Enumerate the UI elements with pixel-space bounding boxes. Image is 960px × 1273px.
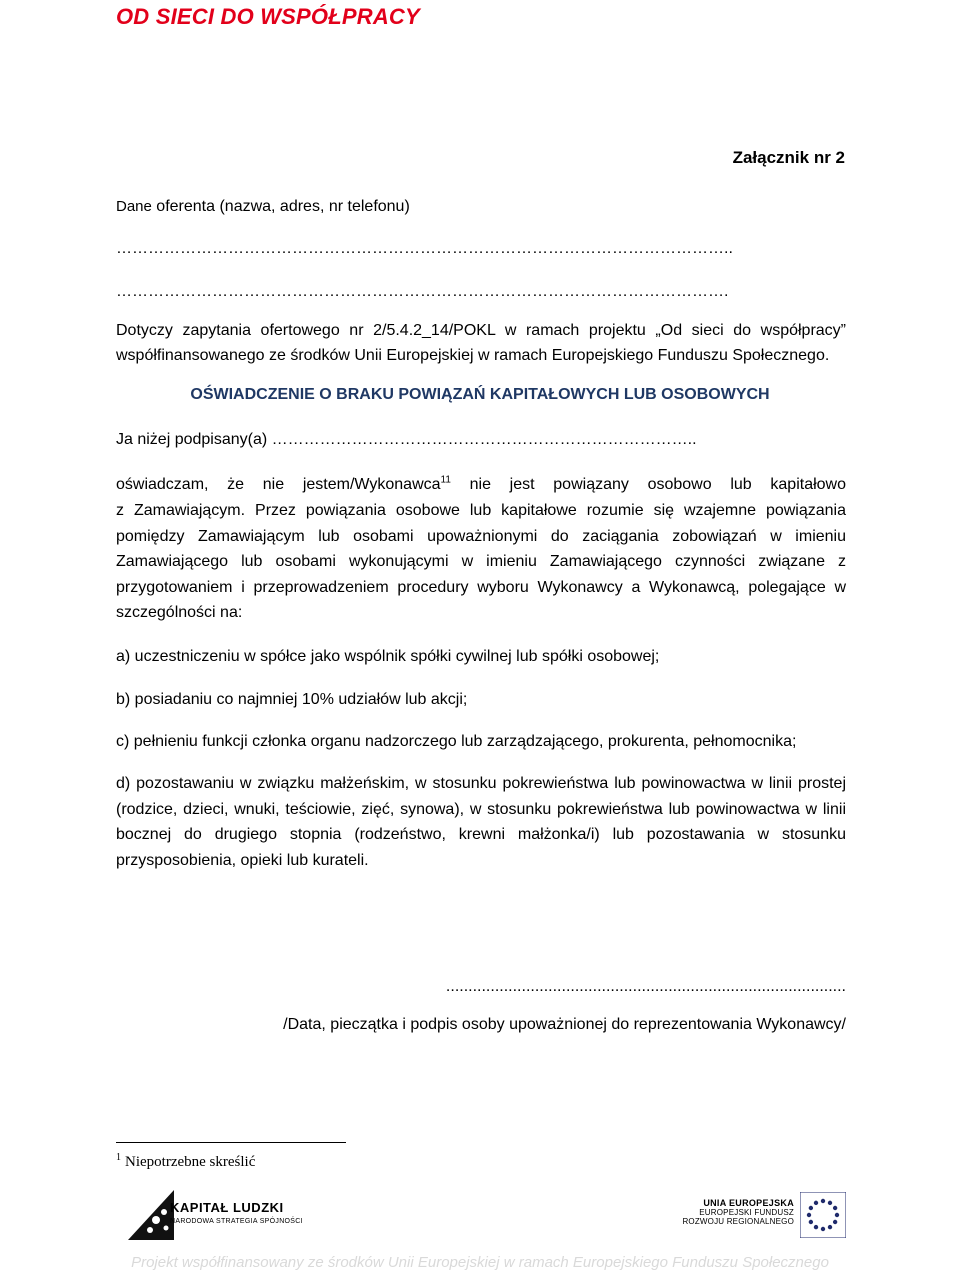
signature-line: .......................................................................................... bbox=[445, 978, 846, 995]
declaration-heading: OŚWIADCZENIE O BRAKU POWIĄZAŃ KAPITAŁOWYCH LUB OSOBOWYCH bbox=[190, 386, 770, 403]
signed-line: Ja niżej podpisany(a) …………………………………………………………………….. bbox=[116, 431, 697, 448]
declare-before: oświadczam, że nie jestem/Wykonawca bbox=[116, 476, 441, 493]
eu-star bbox=[833, 1206, 837, 1210]
signature-caption: /Data, pieczątka i podpis osoby upoważnionej do reprezentowania Wykonawcy/ bbox=[283, 1016, 846, 1033]
eu-star bbox=[814, 1201, 818, 1205]
offerer-label-rest: oferenta (nazwa, adres, nr telefonu) bbox=[151, 198, 410, 215]
body-paragraph: z Zamawiającym. Przez powiązania osobowe lub kapitałowe rozumie się wzajemne powiązania pomiędzy Zamawiającym lub osobami upoważnionymi do zaciągania zobowiązań w imieniu Zamawiającego lub osobami wykonującymi w imieniu Zamawiającego czynności związane z przygotowaniem i przeprowadzeniem procedury wyboru Wykonawcy a Wykonawcą, polegające w szczególności na: bbox=[116, 502, 846, 621]
eu-line-1: UNIA EUROPEJSKA bbox=[703, 1198, 794, 1208]
intro-line-1: Dotyczy zapytania ofertowego nr 2/5.4.2_14/POKL w ramach projektu „Od sieci do współpracy” bbox=[116, 322, 846, 339]
eu-flag-icon bbox=[800, 1192, 846, 1238]
declare-line bbox=[116, 472, 846, 498]
kapital-ludzki-logo bbox=[118, 1190, 308, 1242]
eu-star bbox=[821, 1227, 825, 1231]
eu-star bbox=[809, 1220, 813, 1224]
eu-star bbox=[821, 1199, 825, 1203]
offerer-dotted-line-1: …………………………………………………………………………………………………….. bbox=[116, 240, 733, 257]
eu-star bbox=[828, 1225, 832, 1229]
eu-line-3: ROZWOJU REGIONALNEGO bbox=[682, 1217, 794, 1226]
footnote-rule bbox=[116, 1142, 346, 1143]
header-title: OD SIECI DO WSPÓŁPRACY bbox=[116, 4, 420, 29]
kapital-ludzki-name: KAPITAŁ LUDZKI bbox=[170, 1200, 284, 1215]
declare-after: nie jest powiązany osobowo lub kapitałowo bbox=[450, 476, 846, 493]
offerer-label bbox=[116, 194, 410, 220]
eu-line-2: EUROPEJSKI FUNDUSZ bbox=[699, 1208, 794, 1217]
item-d: d) pozostawaniu w związku małżeńskim, w stosunku pokrewieństwa lub powinowactwa w linii prostej (rodzice, dzieci, wnuki, teściowie, zięć, synowa), w stosunku pokrewieństwa lub powinowactwa w linii bocznej do drugiego stopnia (rodzeństwo, krewni małżonka/i) lub pozostawania w stosunku przysposobienia, opieki lub kurateli. bbox=[116, 775, 846, 869]
attachment-label: Załącznik nr 2 bbox=[732, 148, 845, 167]
kapital-ludzki-subtitle: NARODOWA STRATEGIA SPÓJNOŚCI bbox=[170, 1218, 303, 1225]
eu-logo bbox=[656, 1192, 846, 1242]
footer-text: Projekt współfinansowany ze środków Unii Europejskiej w ramach Europejskiego Funduszu Społecznego bbox=[131, 1254, 829, 1271]
footnote bbox=[116, 1152, 255, 1171]
eu-star bbox=[835, 1213, 839, 1217]
footnote-text: Niepotrzebne skreślić bbox=[125, 1154, 256, 1170]
item-c: c) pełnieniu funkcji członka organu nadzorczego lub zarządzającego, prokurenta, pełnomocnika; bbox=[116, 733, 797, 750]
footnote-ref: 11 bbox=[440, 474, 451, 486]
intro-line-2: współfinansowanego ze środków Unii Europejskiej w ramach Europejskiego Funduszu Społecznego. bbox=[116, 347, 830, 364]
offerer-label-prefix: Dane bbox=[116, 198, 152, 215]
eu-star bbox=[814, 1225, 818, 1229]
footnote-number: 1 bbox=[116, 1152, 121, 1163]
offerer-dotted-line-2: ……………………………………………………………………………………………………. bbox=[116, 283, 729, 300]
item-a: a) uczestniczeniu w spółce jako wspólnik spółki cywilnej lub spółki osobowej; bbox=[116, 648, 660, 665]
item-b: b) posiadaniu co najmniej 10% udziałów lub akcji; bbox=[116, 691, 468, 708]
eu-star bbox=[807, 1213, 811, 1217]
eu-star bbox=[828, 1201, 832, 1205]
kapital-ludzki-icon bbox=[128, 1190, 174, 1240]
eu-star bbox=[833, 1220, 837, 1224]
eu-star bbox=[809, 1206, 813, 1210]
